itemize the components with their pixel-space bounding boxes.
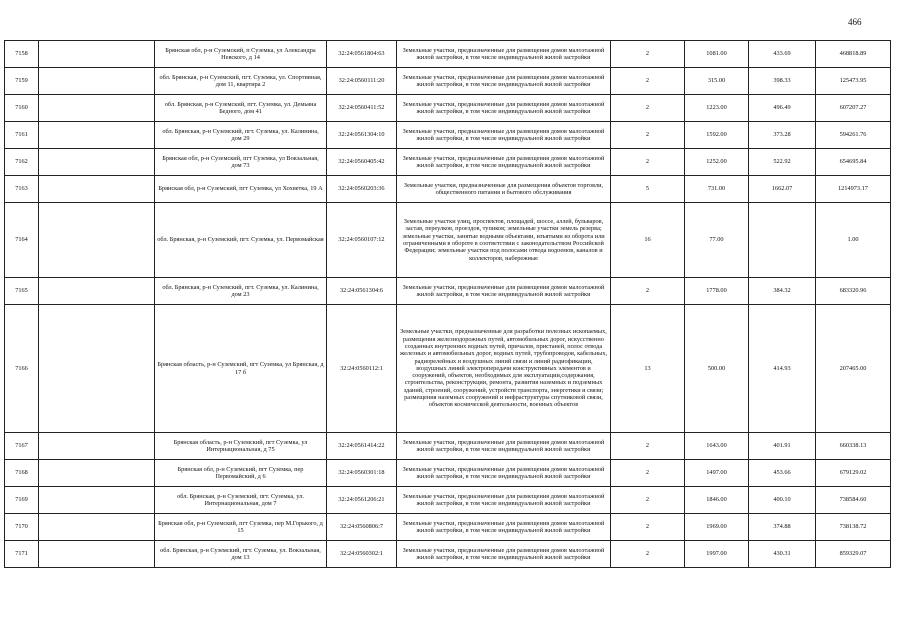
specific-value-cell: 398.33 (749, 68, 816, 95)
spacer-cell (39, 122, 155, 149)
group-cell: 2 (611, 278, 685, 305)
row-number: 7162 (5, 149, 39, 176)
cadastral-value-cell: 738584.60 (816, 487, 891, 514)
cadastral-number-cell: 32:24:0561804:63 (327, 41, 397, 68)
cadastral-number-cell: 32:24:0561304:6 (327, 278, 397, 305)
cadastral-number-cell: 32:24:0560112:1 (327, 305, 397, 433)
spacer-cell (39, 305, 155, 433)
row-number: 7164 (5, 203, 39, 278)
specific-value-cell (749, 203, 816, 278)
cadastral-number-cell: 32:24:0560301:18 (327, 460, 397, 487)
address-cell: обл. Брянская, р-н Суземский, пгт. Суземка, ул. Интернациональная, дом 7 (155, 487, 327, 514)
area-cell: 77.00 (685, 203, 749, 278)
area-cell: 1081.00 (685, 41, 749, 68)
row-number: 7158 (5, 41, 39, 68)
specific-value-cell: 496.49 (749, 95, 816, 122)
land-use-category-cell: Земельные участки, предназначенные для размещения домов малоэтажной жилой застройки, в том числе индивидуальной жилой застройки (397, 278, 611, 305)
specific-value-cell: 522.92 (749, 149, 816, 176)
spacer-cell (39, 203, 155, 278)
cadastral-value-cell: 660338.13 (816, 433, 891, 460)
area-cell: 315.00 (685, 68, 749, 95)
spacer-cell (39, 68, 155, 95)
table-row (5, 176, 891, 203)
cadastral-value-cell: 1.00 (816, 203, 891, 278)
spacer-cell (39, 176, 155, 203)
area-cell: 500.00 (685, 305, 749, 433)
specific-value-cell: 400.10 (749, 487, 816, 514)
land-use-category-cell: Земельные участки, предназначенные для размещения домов малоэтажной жилой застройки, в том числе индивидуальной жилой застройки (397, 433, 611, 460)
cadastral-number-cell: 32:24:0560302:1 (327, 541, 397, 568)
area-cell: 1223.00 (685, 95, 749, 122)
specific-value-cell: 401.91 (749, 433, 816, 460)
cadastral-number-cell: 32:24:0560203:36 (327, 176, 397, 203)
cadastral-value-cell: 859329.07 (816, 541, 891, 568)
group-cell: 2 (611, 122, 685, 149)
area-cell: 1252.00 (685, 149, 749, 176)
area-cell: 1592.00 (685, 122, 749, 149)
row-number: 7163 (5, 176, 39, 203)
spacer-cell (39, 149, 155, 176)
area-cell: 1643.00 (685, 433, 749, 460)
land-use-category-cell: Земельные участки, предназначенные для размещения домов малоэтажной жилой застройки, в том числе индивидуальной жилой застройки (397, 487, 611, 514)
table-row (5, 487, 891, 514)
row-number: 7166 (5, 305, 39, 433)
group-cell: 2 (611, 514, 685, 541)
cadastral-value-cell: 607207.27 (816, 95, 891, 122)
specific-value-cell: 384.32 (749, 278, 816, 305)
table-row (5, 95, 891, 122)
address-cell: Брянская обл, р-н Суземский, пгт Суземка, пер М.Горького, д 15 (155, 514, 327, 541)
cadastral-value-cell: 207465.00 (816, 305, 891, 433)
area-cell: 1969.00 (685, 514, 749, 541)
table-row (5, 433, 891, 460)
cadastral-value-table (4, 40, 891, 568)
group-cell: 2 (611, 68, 685, 95)
land-use-category-cell: Земельные участки, предназначенные для размещения домов малоэтажной жилой застройки, в том числе индивидуальной жилой застройки (397, 122, 611, 149)
table-row (5, 203, 891, 278)
cadastral-number-cell: 32:24:0561304:10 (327, 122, 397, 149)
address-cell: обл. Брянская, р-н Суземский, пгт. Суземка, ул. Калинина, дом 23 (155, 278, 327, 305)
specific-value-cell: 373.28 (749, 122, 816, 149)
table-row (5, 541, 891, 568)
address-cell: обл. Брянская, р-н Суземский, пгт. Суземка, ул. Демьяна Бедного, дом 41 (155, 95, 327, 122)
address-cell: Брянская обл, р-н Суземский, пгт Суземка, ул Хохветка, 19 А (155, 176, 327, 203)
land-use-category-cell: Земельные участки, предназначенные для размещения домов малоэтажной жилой застройки, в том числе индивидуальной жилой застройки (397, 541, 611, 568)
group-cell: 16 (611, 203, 685, 278)
table-row (5, 460, 891, 487)
cadastral-number-cell: 32:24:0561414:22 (327, 433, 397, 460)
cadastral-number-cell: 32:24:0560411:52 (327, 95, 397, 122)
row-number: 7167 (5, 433, 39, 460)
table-row (5, 122, 891, 149)
table-body (5, 41, 891, 568)
row-number: 7168 (5, 460, 39, 487)
cadastral-value-cell: 468818.89 (816, 41, 891, 68)
address-cell: Брянская обл, р-н Суземский, п Суземка, ул Александра Невского, д 14 (155, 41, 327, 68)
address-cell: обл. Брянская, р-н Суземский, пгт. Суземка, ул. Первомайская (155, 203, 327, 278)
cadastral-value-cell: 683320.96 (816, 278, 891, 305)
cadastral-value-cell: 738138.72 (816, 514, 891, 541)
table-row (5, 514, 891, 541)
land-use-category-cell: Земельные участки, предназначенные для размещения домов малоэтажной жилой застройки, в том числе индивидуальной жилой застройки (397, 68, 611, 95)
cadastral-number-cell: 32:24:0561206:21 (327, 487, 397, 514)
row-number: 7171 (5, 541, 39, 568)
address-cell: Брянская область, р-н Суземский, пгт Суземка, ул Интернациональная, д 75 (155, 433, 327, 460)
table-row (5, 149, 891, 176)
cadastral-value-cell: 1214973.17 (816, 176, 891, 203)
address-cell: Брянская обл, р-н Суземский, пгт Суземка, пер Первомайский, д 6 (155, 460, 327, 487)
address-cell: обл. Брянская, р-н Суземский, пгт. Суземка, ул. Калинина, дом 29 (155, 122, 327, 149)
spacer-cell (39, 278, 155, 305)
address-cell: Брянская область, р-н Суземский, пгт Суземка, ул Брянская, д 17 б (155, 305, 327, 433)
table-row (5, 68, 891, 95)
spacer-cell (39, 433, 155, 460)
spacer-cell (39, 460, 155, 487)
specific-value-cell: 430.31 (749, 541, 816, 568)
cadastral-value-cell: 654695.84 (816, 149, 891, 176)
group-cell: 2 (611, 460, 685, 487)
cadastral-value-cell: 594261.76 (816, 122, 891, 149)
address-cell: Брянская обл, р-н Суземский, пгт Суземка, ул Вокзальная, дом 73 (155, 149, 327, 176)
specific-value-cell: 414.93 (749, 305, 816, 433)
area-cell: 1497.00 (685, 460, 749, 487)
area-cell: 1997.00 (685, 541, 749, 568)
row-number: 7159 (5, 68, 39, 95)
spacer-cell (39, 487, 155, 514)
table-row (5, 278, 891, 305)
cadastral-number-cell: 32:24:0560405:42 (327, 149, 397, 176)
land-use-category-cell: Земельные участки, предназначенные для размещения домов малоэтажной жилой застройки, в том числе индивидуальной жилой застройки (397, 41, 611, 68)
cadastral-number-cell: 32:24:0560806:7 (327, 514, 397, 541)
group-cell: 2 (611, 95, 685, 122)
specific-value-cell: 433.69 (749, 41, 816, 68)
area-cell: 1778.00 (685, 278, 749, 305)
group-cell: 2 (611, 487, 685, 514)
group-cell: 2 (611, 433, 685, 460)
group-cell: 2 (611, 541, 685, 568)
land-use-category-cell: Земельные участки, предназначенные для разработки полезных ископаемых, размещения железнодорожных путей, автомобильных дорог, искусственно созданных внутренних водных путей, причалов, пристаней, полос отвода железных и автомобильных дорог, водных путей, трубопроводов, кабельных, радиорелейных и воздушных линий связи и линий радиофикации, воздушных линий электропередачи конструктивных элементов и сооружений, объектов, необходимых для эксплуатации,содержания, строительства, реконструкции, ремонта, развития наземных и подземных зданий, строений, сооружений, устройств транспорта, энергетики и связи; размещения наземных сооружений и инфраструктуры спутниковой связи, объектов космической деятельности, военных объектов (397, 305, 611, 433)
table-row (5, 305, 891, 433)
row-number: 7165 (5, 278, 39, 305)
area-cell: 731.00 (685, 176, 749, 203)
spacer-cell (39, 95, 155, 122)
specific-value-cell: 453.66 (749, 460, 816, 487)
spacer-cell (39, 514, 155, 541)
spacer-cell (39, 41, 155, 68)
group-cell: 2 (611, 41, 685, 68)
page-number: 466 (848, 17, 862, 27)
land-use-category-cell: Земельные участки улиц, проспектов, площадей, шоссе, аллей, бульваров, застав, переулков, проездов, тупиков; земельные участки земель резерва; земельные участки, занятые водными объектами, изъятыми из оборота или ограниченными в обороте в соответствии с законодательством Российской Федерации; земельные участки под полосами отвода водоемов, каналов и коллекторов, набережные (397, 203, 611, 278)
area-cell: 1846.00 (685, 487, 749, 514)
land-use-category-cell: Земельные участки, предназначенные для размещения домов малоэтажной жилой застройки, в том числе индивидуальной жилой застройки (397, 460, 611, 487)
group-cell: 5 (611, 176, 685, 203)
spacer-cell (39, 541, 155, 568)
cadastral-value-cell: 679129.02 (816, 460, 891, 487)
land-use-category-cell: Земельные участки, предназначенные для размещения домов малоэтажной жилой застройки, в том числе индивидуальной жилой застройки (397, 514, 611, 541)
table-row (5, 41, 891, 68)
group-cell: 2 (611, 149, 685, 176)
cadastral-number-cell: 32:24:0560111:20 (327, 68, 397, 95)
address-cell: обл. Брянская, р-н Суземский, пгт. Суземка, ул. Спортивная, дом 11, квартира 2 (155, 68, 327, 95)
row-number: 7160 (5, 95, 39, 122)
land-use-category-cell: Земельные участки, предназначенные для размещения объектов торговли, общественного питания и бытового обслуживания (397, 176, 611, 203)
row-number: 7161 (5, 122, 39, 149)
address-cell: обл. Брянская, р-н Суземский, пгт. Суземка, ул. Вокзальная, дом 13 (155, 541, 327, 568)
specific-value-cell: 1662.07 (749, 176, 816, 203)
row-number: 7169 (5, 487, 39, 514)
row-number: 7170 (5, 514, 39, 541)
land-use-category-cell: Земельные участки, предназначенные для размещения домов малоэтажной жилой застройки, в том числе индивидуальной жилой застройки (397, 95, 611, 122)
land-use-category-cell: Земельные участки, предназначенные для размещения домов малоэтажной жилой застройки, в том числе индивидуальной жилой застройки (397, 149, 611, 176)
cadastral-value-cell: 125473.95 (816, 68, 891, 95)
specific-value-cell: 374.88 (749, 514, 816, 541)
group-cell: 13 (611, 305, 685, 433)
cadastral-number-cell: 32:24:0560107:12 (327, 203, 397, 278)
